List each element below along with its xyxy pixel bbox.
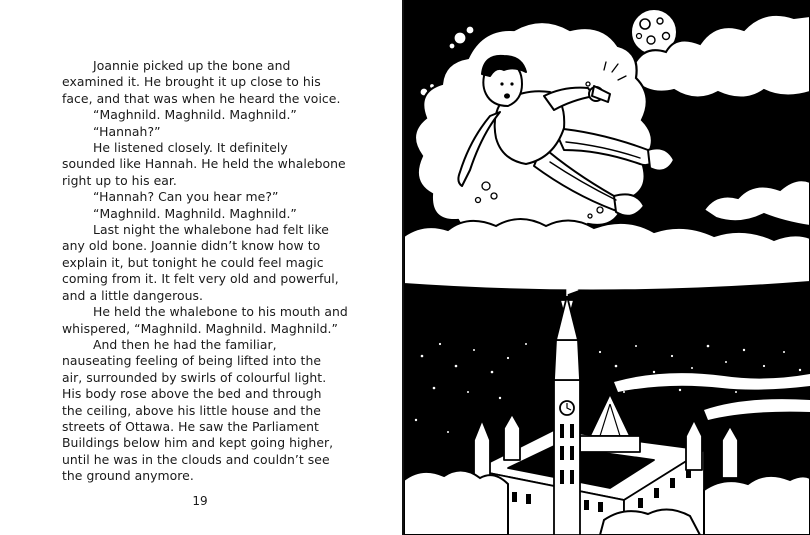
story-line: streets of Ottawa. He saw the Parliament [62,418,319,434]
story-line: “Hannah? Can you hear me?” [93,189,279,205]
story-line: the ground anymore. [62,468,194,484]
story-text [62,58,392,485]
page-number: 19 [192,494,208,508]
story-line: Buildings below him and kept going higher, [62,435,334,451]
story-line: examined it. He brought it up close to his [62,74,321,90]
story-line: Joannie picked up the bone and [93,58,291,73]
story-line: nauseating feeling of being lifted into the [62,353,322,369]
story-line: air, surrounded by swirls of colourful light. [62,369,327,385]
story-line: whispered, “Maghnild. Maghnild. Maghnild.” [62,320,339,336]
story-line: Last night the whalebone had felt like [93,222,329,238]
illustration-drawing [404,0,810,535]
story-line: “Hannah?” [93,123,161,139]
story-line: His body rose above the bed and through [62,386,322,402]
story-line: any old bone. Joannie didn’t know how to [62,238,321,254]
story-line: explain it, but tonight he could feel magic [62,254,324,270]
illustration-page [404,0,810,535]
story-line: And then he had the familiar, [93,336,277,352]
story-line: He listened closely. It definitely [93,140,288,156]
story-line: the ceiling, above his little house and the [62,402,321,418]
story-line: coming from it. It felt very old and powerful, [62,271,339,287]
text-page [0,0,402,535]
story-line: and a little dangerous. [62,287,203,303]
story-line: “Maghnild. Maghnild. Maghnild.” [93,107,297,123]
story-line: He held the whalebone to his mouth and [93,304,348,320]
story-line: right up to his ear. [62,172,177,188]
story-line: sounded like Hannah. He held the whalebone [62,156,346,172]
story-line: until he was in the clouds and couldn’t see [62,451,330,467]
story-line: “Maghnild. Maghnild. Maghnild.” [93,205,297,221]
story-line: face, and that was when he heard the voice. [62,90,341,106]
